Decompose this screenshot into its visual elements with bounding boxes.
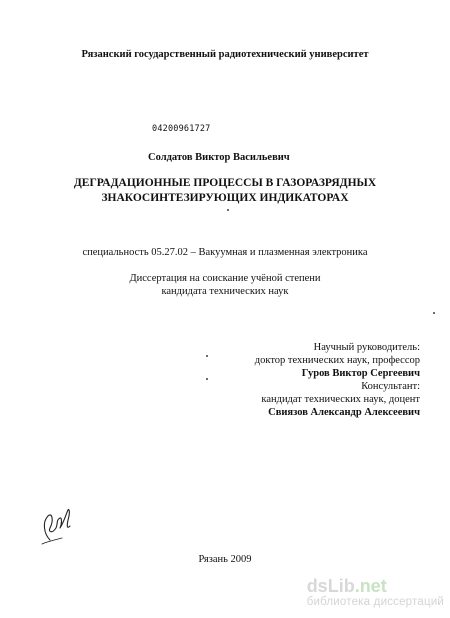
supervisor-label: Научный руководитель: [313,342,420,353]
watermark-logo: dsLib.net [306,576,387,596]
scan-speck [206,355,208,357]
degree-line-2: кандидата технических наук [161,286,289,297]
supervisor-name: Гуров Виктор Сергеевич [301,368,420,379]
watermark-subtitle: библиотека диссертаций [306,596,444,608]
thesis-title-line-1: ДЕГРАДАЦИОННЫЕ ПРОЦЕССЫ В ГАЗОРАЗРЯДНЫХ [73,177,377,189]
thesis-title-line-2: ЗНАКОСИНТЕЗИРУЮЩИХ ИНДИКАТОРАХ [101,192,349,204]
scan-speck [227,209,229,211]
catalog-number: 04200961727 [152,124,211,134]
consultant-name: Свиязов Александр Алексеевич [268,407,420,418]
author-name: Солдатов Виктор Васильевич [148,152,290,163]
city-year: Рязань 2009 [198,554,252,565]
consultant-degree: кандидат технических наук, доцент [261,394,420,405]
degree-line-1: Диссертация на соискание учёной степени [129,273,321,284]
scan-speck [433,312,435,314]
handwritten-signature [36,500,78,548]
university-name: Рязанский государственный радиотехнический университет [81,49,369,60]
supervisor-degree: доктор технических наук, профессор [254,355,420,366]
dslib-watermark [307,577,444,609]
consultant-label: Консультант: [361,381,420,392]
specialty-line: специальность 05.27.02 – Вакуумная и плазменная электроника [82,247,368,258]
scan-speck [206,378,208,380]
